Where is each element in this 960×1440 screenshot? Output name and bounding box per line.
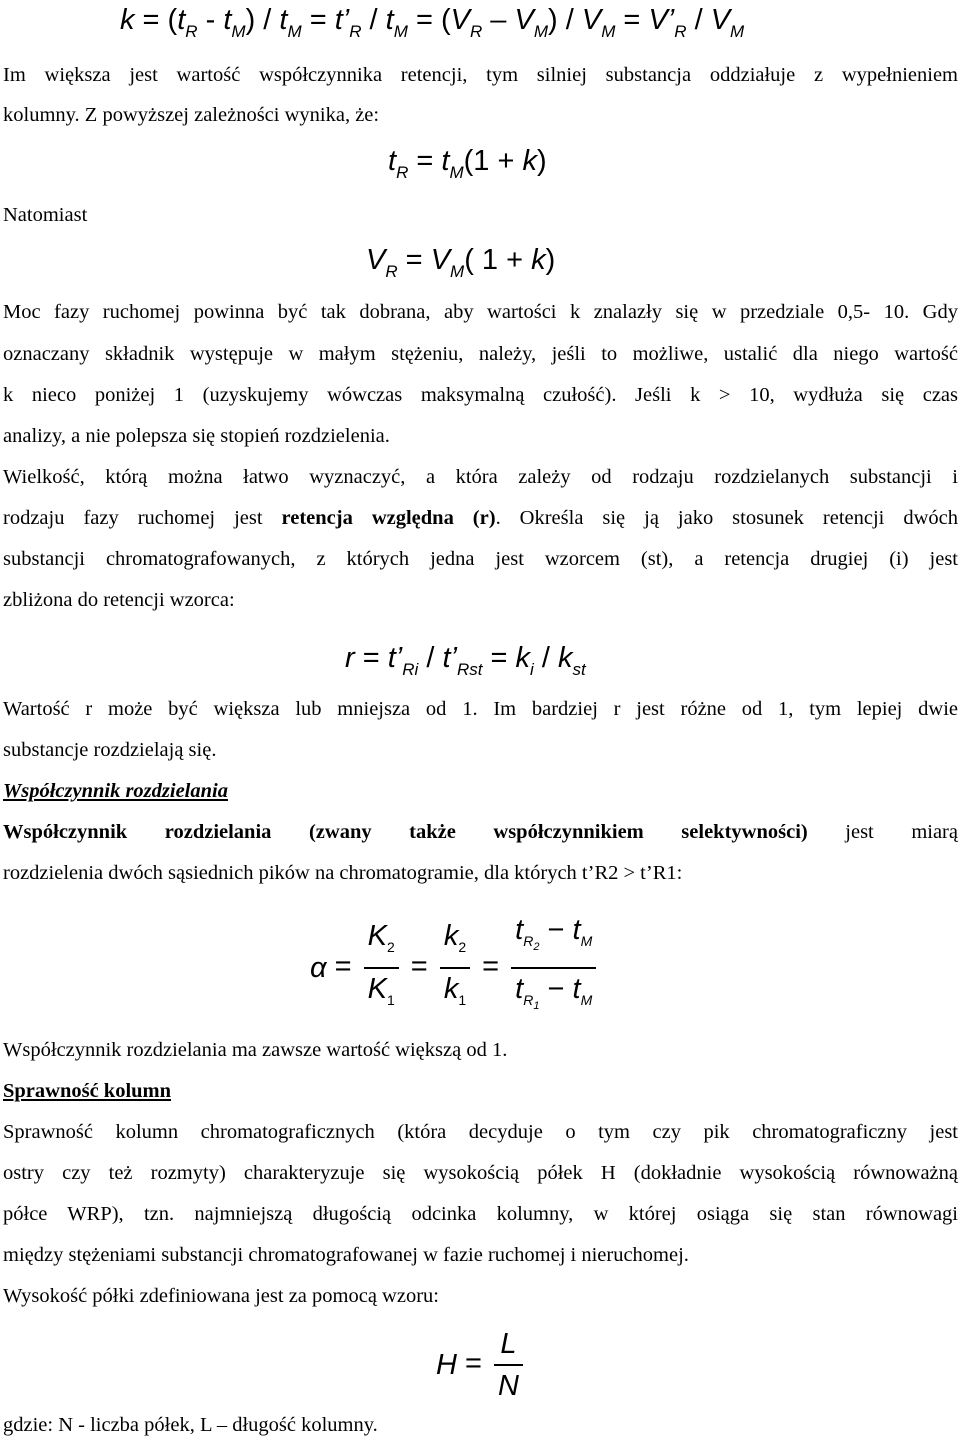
paragraph-r-value-line2: substancje rozdzielają się. — [3, 739, 217, 761]
text-segment: . Określa się ją jako stosunek retencji dwóch — [495, 507, 958, 529]
paragraph-efficiency-line4: między stężeniami substancji chromatografowanej w fazie ruchomej i nieruchomej. — [3, 1244, 689, 1266]
fraction-K: $\frac{K_2}{K_1}$ — [364, 918, 399, 1018]
formula-alpha: α = $\frac{K_2}{K_1}$ = $\frac{k_2}{k_1}$ = $\frac{t_{R_2} - t_M}{t_{R_1} - t_M}$ — [310, 912, 600, 1024]
formula-relative-retention: $r = t’_{Ri}$ / $t’_{Rst} = k_i / k_{st}$ — [345, 642, 586, 679]
paragraph-mobile-phase-line4: analizy, a nie polepsza się stopień rozdzielenia. — [3, 425, 390, 447]
formula-tR: $t_R = t_M(1 + k)$ — [388, 145, 547, 182]
paragraph-efficiency-line2: ostry czy też rozmyty) charakteryzuje się wysokością półek H (dokładnie wysokością równoważną — [3, 1162, 958, 1184]
paragraph-relative-retention-line3: substancji chromatografowanych, z których jedna jest wzorcem (st), a retencja drugiej (i) jest — [3, 548, 958, 570]
fraction-t: $\frac{t_{R_2} - t_M}{t_{R_1} - t_M}$ — [511, 912, 596, 1024]
paragraph-relative-retention-line1: Wielkość, którą można łatwo wyznaczyć, a która zależy od rodzaju rozdzielanych substancji i — [3, 466, 958, 488]
formula-H: H = $\frac{L}{N}$ — [436, 1326, 527, 1404]
paragraph-alpha-value: Współczynnik rozdzielania ma zawsze wartość większą od 1. — [3, 1039, 508, 1061]
separation-factor-term: Współczynnik rozdzielania (zwany także współczynnikiem selektywności) — [3, 821, 808, 843]
heading-separation-factor-text: Współczynnik rozdzielania — [3, 780, 228, 802]
paragraph-r-value-line1: Wartość r może być większa lub mniejsza od 1. Im bardziej r jest różne od 1, tym lepiej dwie — [3, 698, 958, 720]
formula-VR: $V_R = V_M$( 1 + k) — [366, 244, 556, 281]
paragraph-plate-height-intro: Wysokość półki zdefiniowana jest za pomocą wzoru: — [3, 1285, 439, 1307]
text-segment: rodzaju fazy ruchomej jest — [3, 507, 282, 529]
paragraph-separation-line2: rozdzielenia dwóch sąsiednich pików na chromatogramie, dla których t’R2 > t’R1: — [3, 862, 683, 884]
fraction-k: $\frac{k_2}{k_1}$ — [440, 918, 470, 1018]
paragraph-efficiency-line3: półce WRP), tzn. najmniejszą długością odcinka kolumny, w której osiąga się stan równowagi — [3, 1203, 958, 1225]
heading-column-efficiency — [3, 1076, 958, 1106]
heading-separation-factor — [3, 776, 958, 806]
paragraph-relative-retention-line4: zbliżona do retencji wzorca: — [3, 589, 235, 611]
fraction-L-N: $\frac{L}{N}$ — [494, 1326, 523, 1404]
paragraph-retention-line2: kolumny. Z powyższej zależności wynika, że: — [3, 104, 380, 126]
paragraph-legend: gdzie: N - liczba półek, L – długość kolumny. — [3, 1414, 378, 1436]
paragraph-retention-line1: Im większa jest wartość współczynnika retencji, tym silniej substancja oddziałuje z wypełnieniem — [3, 64, 958, 86]
heading-column-efficiency-text: Sprawność kolumn — [3, 1080, 172, 1102]
paragraph-mobile-phase-line1: Moc fazy ruchomej powinna być tak dobrana, aby wartości k znalazły się w przedziale 0,5- 10. Gdy — [3, 301, 958, 323]
formula-k-definition: $k = (t_R - t_M) / t_M$ = $t’_R / t_M = (V_R - V_M) / V_M$ = $V’_R / V_M$ — [120, 4, 745, 41]
text-segment: jest miarą — [807, 821, 958, 843]
paragraph-relative-retention-line2 — [3, 503, 958, 533]
paragraph-efficiency-line1: Sprawność kolumn chromatograficznych (która decyduje o tym czy pik chromatograficzny jest — [3, 1121, 958, 1143]
paragraph-mobile-phase-line3: k nieco poniżej 1 (uzyskujemy wówczas maksymalną czułość). Jeśli k > 10, wydłuża się czas — [3, 384, 958, 406]
relative-retention-term: retencja względna (r) — [281, 507, 496, 529]
paragraph-separation-line1 — [3, 817, 958, 847]
natomiast-text: Natomiast — [3, 204, 88, 226]
paragraph-mobile-phase-line2: oznaczany składnik występuje w małym stężeniu, należy, jeśli to możliwe, ustalić dla niego wartość — [3, 343, 958, 365]
